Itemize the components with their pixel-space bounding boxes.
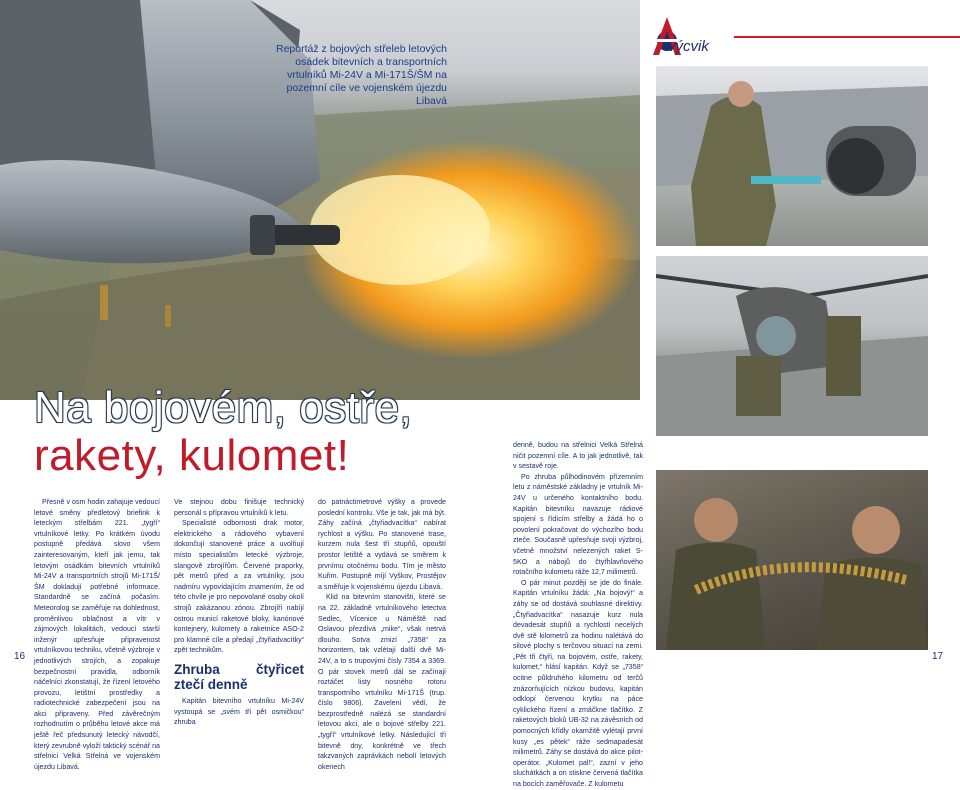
article-headline <box>34 384 412 480</box>
paragraph: Ve stejnou dobu finišuje technický personál s přípravou vrtulníků k letu. <box>174 498 304 517</box>
paragraph: Kapitán bitevního vrtulníku Mi-24V vystoupá se „svém tři pět osmičkou“ zhruba <box>174 696 304 727</box>
paragraph: Klid na bitevním stanovišti, které se na 22. základně vrtulníkového letectva Sedlec, Vícenice u Náměště nad Oslavou přezdívá „mike“, však netrvá dlouho. Sotva zmizí „7358“ za horizontem, tak vzlétají další dvě Mi-24V, a to s trupovými čísly 7354 a 3369. O pár stovek metrů dál se začínají roztáčet listy nosného rotoru transportního vrtulníku Mi-171Š (trup. číslo 9806). Zavelení vědí, že bezprostředně nalézá se standardní letovou akci, ale o bojové střelby 221. „tygří“ vrtulníkové letky. Následující tři bitevně dny, konkrétně ve třech takzvaných zaprávkách nebolí letových okenech <box>318 593 446 771</box>
section-subheading: Zhruba čtyřicet ztečí denně <box>174 661 304 692</box>
paragraph: do patnáctimetrové výšky a provede poslední kontrolu. Vše je tak, jak má být. Záhy začíná „čtyřiadvacítka“ nabírat rychlost a výšku. Po stanovené trase, kurzem nula šest tři stupňů, opouští prostor letiště a vydává se směrem k prvnímu otočnému bodu. Tím je město Kuřim. Postupně míjí Vyškov, Prostějov a směřuje k vojenskému újezdu Libavá. <box>318 498 446 591</box>
paragraph: Po zhruba půlhodinovém přízemním letu z náměstské základny je vrtulník Mi-24V u určeného kontaktního bodu. Kapitán bitevníku navazuje rádiové spojení s řídícím střelby a žádá ho o povolení pokračovat do výchozího bodu zteče. Současně upřesňuje svoji výzbroj, včetně množství nelezených raket S-5KO a nábojů do čtyřhlavňového rotačního kulometu ráže 12,7 milimetrů. <box>513 472 643 577</box>
article-column-3 <box>318 497 446 772</box>
section-label: výcvik <box>668 38 709 55</box>
article-column-4 <box>513 440 643 790</box>
paragraph: Specialisté odbornosti drak motor, elektrického a rádiového vybavení dokončují stanovené práce a uvolňují místo specialistům letecké výzbroje, slangově zbrojířům. Červené praporky, pět metrů před a za vrtulníky, jsou nadmíru vypovídajícím znamením, že od této chvíle je pro nepovolané osoby okolí strojů zakázanou zónou. Zbrojíři nabíjí ostrou municí raketové bloky, kanónové kontejnery, kulomety a raketnice ASO-2 pro klamné cíle a předají „čtyřiadvacítky“ zpět technikům. <box>174 519 304 655</box>
paragraph: denně, budou na střelnici Velká Střelná ničit pozemní cíle. A to jak jednotlivě, tak v sestavě roje. <box>513 441 643 471</box>
section-logo <box>647 11 737 63</box>
air-force-emblem-icon <box>647 11 737 63</box>
page-number-left: 16 <box>14 651 26 662</box>
photo-mi24-ground-crew <box>656 256 928 436</box>
article-column-1 <box>34 497 160 772</box>
headline-line-1: Na bojovém, ostře, <box>34 383 413 432</box>
paragraph: O pár minut později se jde do finále. Kapitán vrtulníku žádá: „Na bojový!“ a záhy se od dostává souhlasné direktivy. „Čtyřiadvacítka“ nasazuje kurz nula devadesát stupňů a rychlostí necelých dvě stě kilometrů za hodinu nalétává do silové plochy s terčovou situací na zemi. „Pět tři čtyři, na bojovém, ostře, rakety, kulomet,“ hlásí kapitán. Když se „7358“ ocitne půldruhého kilometru od terčů znázorňujících nízkou budovu, kapitán odklopí červenou krytku na páce cyklického řízení a zmáčkne tlačítko. Z raketových bloků UB-32 na závěsních od pomocných křídly okamžitě vylétají první kusy „es pětek“ ráže sedmapadesát milimetrů. Záhy se dostává do akce pilot-operátor. „Kulomet pal!“, zazní v jeho sluchátkách a on stiskne červená tlačítka na bocích zaměřovače. Z kulometu <box>513 578 643 788</box>
headline-line-2: rakety, kulomet! <box>34 431 350 480</box>
page-number-right: 17 <box>932 651 944 662</box>
section-rule <box>734 36 960 38</box>
article-column-2 <box>174 497 304 728</box>
paragraph: Přesně v osm hodin zahajuje vedoucí letové směny předletový briefink k leteckým střelbám 221. „tygří“ vrtulníkové letky. Po krátkém úvodu postupně předává slovo všem zainteresovaným, kteří jak jemu, tak letovým osádkám bitevních vrtulníků Mi-24V a transportních strojů Mi-171Š/ŠM dokladují potřebné informace. Standardně se začíná počasím. Meteorolog se zaměřuje na dohlednost, proměnlivou oblačnost a vítr v zájmových lokalitách, vedoucí starší inženýr upřesňuje připravenost vrtulníkovou techniku, včetně výzbroje v jednotlivých strojích, a zopakuje bezpečnostní pravidla, odborník náčelníci zkonstatují, že řízení letového provozu, letištní prostředky a radiotechnické zabezpečení jsou na akci připraveny. Před závěrečným rozhodnutím o průběhu letové akce má ještě řeč předsunutý letecký návodčí, který zevrubně vyloží taktický scénář na střelnici Velká Střelná ve vojenském újezdu Libavá. <box>34 498 160 771</box>
article-kicker: Reportáž z bojových střeleb letových osádek bitevních a transportních vrtulníků Mi-24V a Mi-171Š/ŠM na pozemní cíle ve vojenském újezdu Libavá <box>276 43 447 107</box>
photo-crew-with-ammo-belt <box>656 470 928 650</box>
photo-armorer-loading-rockets <box>656 66 928 246</box>
